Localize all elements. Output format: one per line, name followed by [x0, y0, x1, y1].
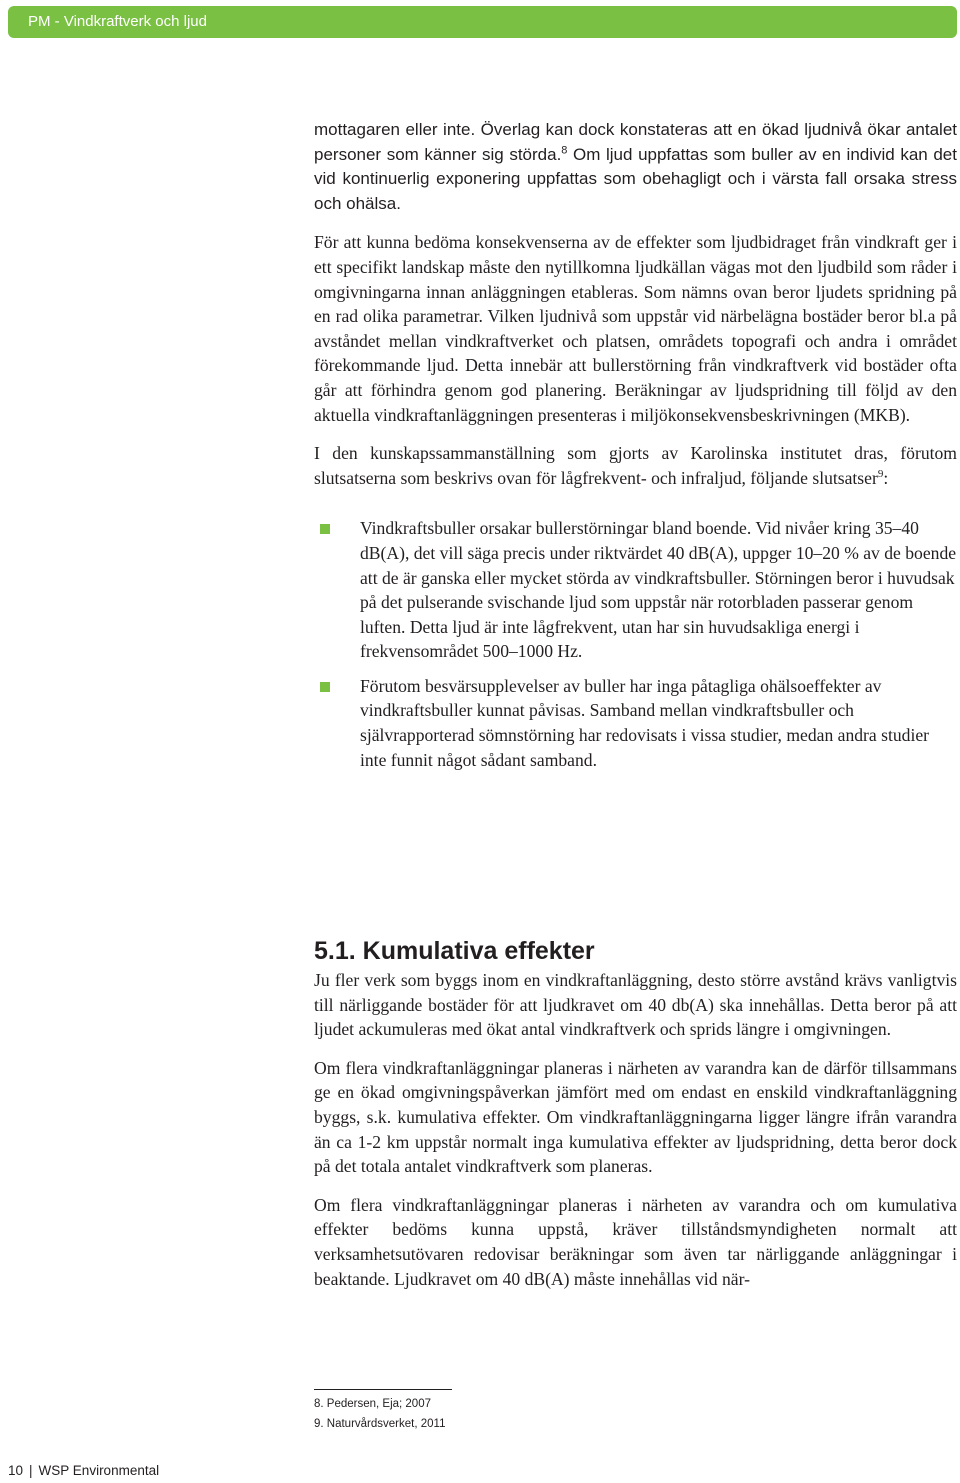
page-number: 10	[8, 1463, 24, 1478]
footnote-9: 9. Naturvårdsverket, 2011	[314, 1418, 446, 1430]
intro-paragraph-2: För att kunna bedöma konsekvenserna av de effekter som ljudbidraget från vindkraft ger i ett specifikt landskap måste den nytillkomna ljudkällan vägas mot den ljudbild som råder i omgivningarna innan anläggningen etableras. Som nämns ovan beror ljudets spridning på en rad olika parametrar. Vilken ljudnivå som uppstår vid närbelägna bostäder beror bl.a på avståndet mellan vindkraftverket och platsen, områdets topografi och andra i området förekommande ljud. Detta innebär att bullerstörning från vindkraftverk vid bostäder ofta går att förhindra genom god planering. Beräkningar av ljudspridning till följd av den aktuella vindkraftanläggningen presenteras i miljökonsekvensbeskrivningen (MKB).	[314, 232, 957, 425]
conclusions-list	[314, 516, 957, 772]
page-footer	[8, 1462, 159, 1480]
footer-company: WSP Environmental	[38, 1463, 160, 1478]
list-item	[314, 516, 957, 664]
intro-paragraph-1	[314, 118, 957, 216]
footnote-8: 8. Pedersen, Eja; 2007	[314, 1398, 431, 1410]
list-item-text: Vindkraftsbuller orsakar bullerstörningar bland boende. Vid nivåer kring 35–40 dB(A), det vill säga precis under riktvärdet 40 dB(A), uppger 10–20 % av de boende att de är ganska eller mycket störda av vindkraftsbuller. Störningen beror i huvudsak på det pulserande svischande ljud som uppstår när rotorbladen passerar genom luften. Detta ljud är inte lågfrekvent, utan har sin huvudsakliga energi i frekvensområdet 500–1000 Hz.	[360, 518, 957, 662]
bullet-square-icon	[320, 682, 330, 692]
intro-paragraph-1-part-a: mottagaren eller inte. Överlag kan dock konstateras att en ökad ljudnivå ökar antalet personer som känner sig störda.	[314, 120, 957, 164]
footnote-ref-9[interactable]: 9	[877, 467, 884, 480]
main-content	[314, 118, 957, 782]
list-item-text: Förutom besvärsupplevelser av buller har inga påtagliga ohälsoeffekter av vindkraftsbuller kunnat påvisas. Samband mellan vindkraftsbuller och självrapporterad sömnstörning har redovisats i vissa studier, medan andra studier inte funnit något sådant samband.	[360, 675, 929, 770]
footer-separator: |	[29, 1463, 33, 1478]
intro-paragraph-3-part-b: :	[883, 467, 889, 488]
section-paragraph-2: Om flera vindkraftanläggningar planeras i närheten av varandra kan de därför tillsammans ge en ökad omgivningspåverkan jämfört med om endast en enskild vindkraftanläggning byggs, s.k. kumulativa effekter. Om vindkraftanläggningarna ligger längre ifrån varandra än ca 1-2 km uppstår normalt inga kumulativa effekter av ljudspridning, detta beror dock på det totala antalet vindkraftverk som planeras.	[314, 1057, 957, 1177]
section-paragraph-1: Ju fler verk som byggs inom en vindkraftanläggning, desto större avstånd krävs vanligtvis till närliggande bostäder för att ljudkravet om 40 db(A) ska innehållas. Detta beror på att ljudet ackumuleras med ökat antal vindkraftverk och sprids längre i omgivningen.	[314, 970, 957, 1040]
header-title: PM - Vindkraftverk och ljud	[28, 13, 207, 30]
list-item	[314, 674, 957, 772]
footnotes	[314, 1394, 445, 1434]
section-body	[314, 968, 957, 1305]
footnote-divider	[314, 1389, 452, 1390]
header-bar	[8, 6, 957, 38]
section-heading: 5.1. Kumulativa effekter	[314, 937, 595, 965]
intro-paragraph-1-part-b: Om ljud uppfattas som buller av en individ kan det vid kontinuerlig exponering uppfattas som obehagligt och i värsta fall orsaka stress och ohälsa.	[314, 144, 957, 213]
bullet-square-icon	[320, 524, 330, 534]
intro-paragraph-3-part-a: I den kunskapssammanställning som gjorts av Karolinska institutet dras, förutom slutsatserna som beskrivs ovan för lågfrekvent- och infraljud, följande slutsatser	[314, 443, 957, 488]
section-paragraph-3: Om flera vindkraftanläggningar planeras i närheten av varandra och om kumulativa effekter bedöms kunna uppstå, kräver tillståndsmyndigheten normalt att verksamhetsutövaren redovisar beräkningar som även tar närliggande anläggningar i beaktande. Ljudkravet om 40 dB(A) måste innehållas vid när-	[314, 1194, 957, 1289]
intro-paragraph-3	[314, 441, 957, 490]
footnote-ref-8[interactable]: 8	[561, 143, 568, 156]
